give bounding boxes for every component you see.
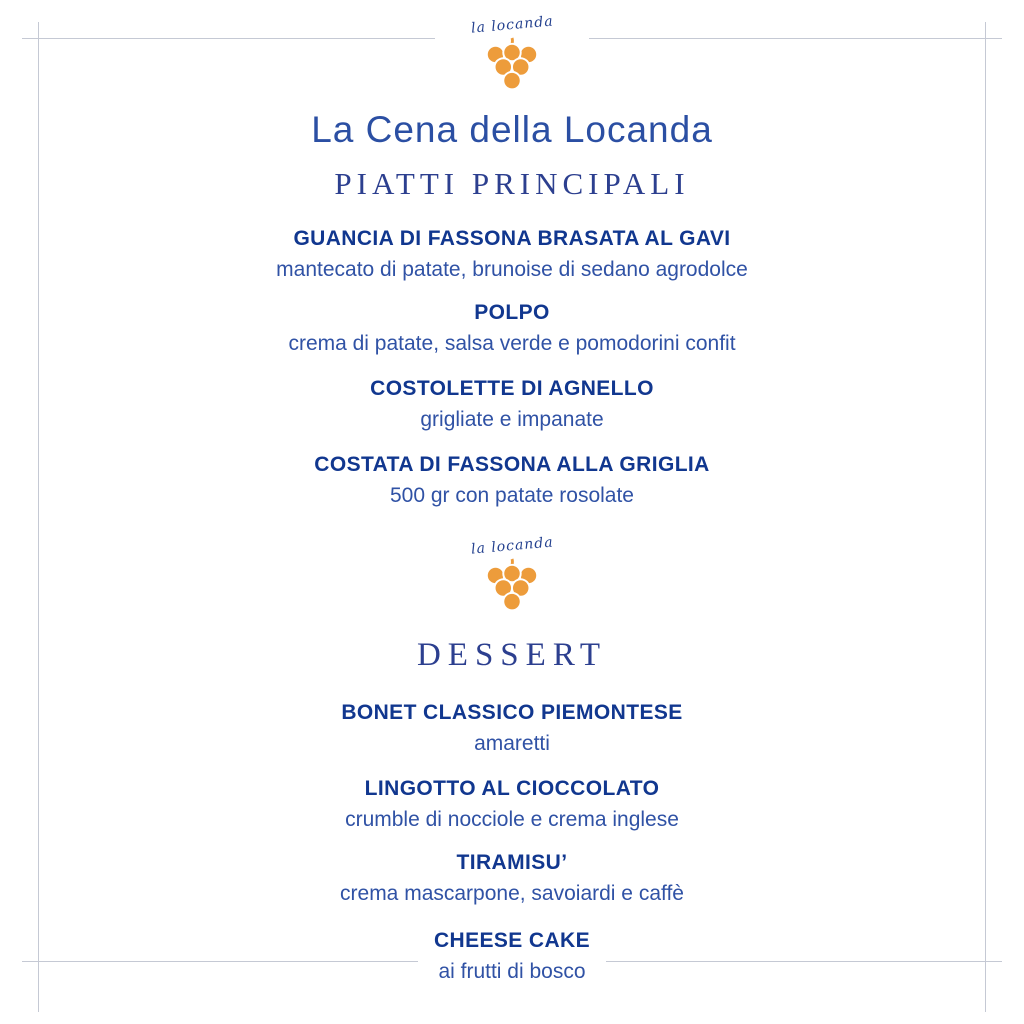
dish-description: ai frutti di bosco <box>438 960 586 983</box>
menu-item <box>324 850 700 907</box>
dish-name: COSTOLETTE DI AGNELLO <box>370 377 654 400</box>
dish-name: POLPO <box>474 301 550 324</box>
dish-name: COSTATA DI FASSONA ALLA GRIGLIA <box>314 453 710 476</box>
dish-description: crema di patate, salsa verde e pomodorini confit <box>288 332 736 355</box>
dish-name: TIRAMISU’ <box>456 851 568 874</box>
menu-title: La Cena della Locanda <box>297 108 727 151</box>
section-heading-piatti-principali: PIATTI PRINCIPALI <box>320 165 703 202</box>
menu-item <box>325 700 698 757</box>
dish-description: crumble di nocciole e crema inglese <box>345 808 679 831</box>
menu-item <box>418 928 606 985</box>
dish-description: grigliate e impanate <box>420 408 604 431</box>
dish-name: LINGOTTO AL CIOCCOLATO <box>364 777 660 800</box>
logo-script-text: la locanda <box>470 13 554 37</box>
dish-name: BONET CLASSICO PIEMONTESE <box>341 701 683 724</box>
dish-description: crema mascarpone, savoiardi e caffè <box>340 882 684 905</box>
menu-item <box>272 300 751 357</box>
grape-logo-icon <box>481 557 543 621</box>
menu-item <box>329 776 695 833</box>
dish-description: amaretti <box>474 732 550 755</box>
logo-script-text: la locanda <box>470 534 554 558</box>
menu-item <box>354 376 670 433</box>
section-heading-dessert: DESSERT <box>403 635 621 675</box>
logo <box>435 534 590 621</box>
grape-logo-icon <box>481 36 543 100</box>
dish-name: GUANCIA DI FASSONA BRASATA AL GAVI <box>293 227 731 250</box>
dish-description: 500 gr con patate rosolate <box>389 484 634 507</box>
menu-item <box>260 226 764 283</box>
dish-description: mantecato di patate, brunoise di sedano agrodolce <box>276 258 748 281</box>
dish-name: CHEESE CAKE <box>433 929 591 952</box>
menu-item <box>298 452 725 509</box>
logo <box>435 13 590 100</box>
